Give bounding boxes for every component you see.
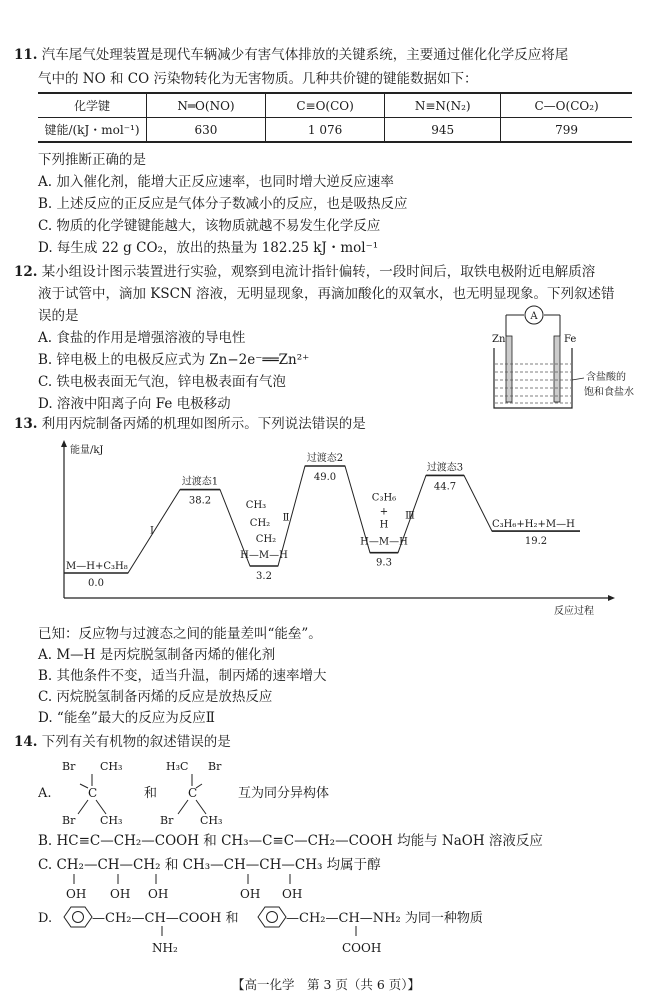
table-cell: 630 [147,118,266,143]
x-axis-label: 反应过程 [554,606,594,617]
q12-option-d: D. 溶液中阳离子向 Fe 电极移动 [38,396,231,412]
q13-option-d: D. “能垒”最大的反应为反应Ⅱ [38,710,215,726]
page-footer: 【高一化学 第 3 页（共 6 页）】 [231,977,421,992]
q14-option-d-sub1: NH₂ [152,941,178,955]
q14-option-d-sub2: COOH [342,941,382,955]
table-header-cell: C≡O(CO) [265,93,384,118]
intermediate-label: H—M—H [360,536,408,548]
q11-stem-line2: 气中的 NO 和 CO 污染物转化为无害物质。几种共价键的键能数据如下： [38,71,478,87]
value-label: 44.7 [433,481,457,493]
structure-1 [62,760,122,827]
value-label: 38.2 [188,495,212,507]
start-label: M—H+C₃H₈ [66,561,128,572]
intermediate-label: H—M—H [240,550,288,562]
q11-stem-line1: 11. 汽车尾气处理装置是现代车辆减少有害气体排放的关键系统，主要通过催化化学反应将尾 [14,47,569,63]
q14-option-d-part1: —CH₂—CH—COOH 和 [92,911,239,926]
zn-label: Zn [492,334,506,345]
x-axis-arrow [608,595,615,601]
q13-option-c: C. 丙烷脱氢制备丙烯的反应是放热反应 [38,689,273,705]
q13-number: 13. [14,416,38,432]
value-label: 9.3 [376,557,392,569]
q11-option-d: D. 每生成 22 g CO₂，放出的热量为 182.25 kJ・mol⁻¹ [38,240,379,256]
q12-stem-line3: 误的是 [38,308,79,324]
iron-electrode [554,336,560,402]
svg-text:H₃C: H₃C [166,760,189,773]
svg-text:C: C [188,786,198,800]
svg-text:OH: OH [240,887,261,901]
benzene-ring-icon [64,907,92,927]
value-label: 49.0 [313,472,337,483]
q14-option-d-part2: —CH₂—CH—NH₂ 为同一种物质 [286,911,483,926]
fragment-label: CH₃ [245,500,267,512]
step-label: Ⅲ [405,510,415,522]
q14-option-a-tail: 互为同分异构体 [238,786,330,801]
svg-text:CH₃: CH₃ [100,760,123,773]
svg-text:CH₃: CH₃ [100,814,123,827]
q12-option-c: C. 铁电极表面无气泡，锌电极表面有气泡 [38,374,286,390]
end-label: C₃H₆+H₂+M—H [492,519,575,531]
q14-option-a-and: 和 [144,786,158,801]
galvanic-cell-diagram [488,300,648,415]
transition-state-label: 过渡态2 [306,453,344,464]
fragment-label: C₃H₆ [371,492,397,504]
q13-stem: 13. 利用丙烷制备丙烯的机理如图所示。下列说法错误的是 [14,416,366,432]
value-label: 3.2 [256,571,272,583]
table-header-cell: 化学键 [38,93,147,118]
q11-option-c: C. 物质的化学键键能越大，该物质就越不易发生化学反应 [38,218,381,234]
ammeter-label: A [530,311,538,322]
svg-text:OH: OH [148,887,169,901]
q11-option-a: A. 加入催化剂，能增大正反应速率，也同时增大逆反应速率 [38,174,394,190]
fragment-label: CH₂ [255,534,277,546]
transition-state-label: 过渡态1 [181,476,219,488]
q11-option-b: B. 上述反应的正反应是气体分子数减小的反应，也是吸热反应 [38,196,408,212]
q13-option-a: A. M—H 是丙烷脱氢制备丙烯的催化剂 [38,647,276,663]
table-cell: 945 [385,118,501,143]
structure-2 [160,760,222,827]
q14-option-a-structures [38,756,398,830]
table-row [38,118,632,143]
q14-option-c-substituents [38,872,358,902]
table-header-row [38,93,632,118]
q13-note: 已知：反应物与过渡态之间的能量差叫“能垒”。 [38,626,322,642]
svg-text:OH: OH [110,887,131,901]
solution-label-2: 饱和食盐水 [584,387,634,398]
table-row-label: 键能/(kJ・mol⁻¹) [38,118,147,143]
benzene-ring-icon [258,907,286,927]
svg-text:CH₃: CH₃ [200,814,223,827]
q12-number: 12. [14,264,38,280]
table-header-cell: N≡N(N₂) [385,93,501,118]
svg-text:Br: Br [208,760,222,773]
q14-number: 14. [14,734,38,750]
q14-option-d [38,904,538,964]
q14-option-a-label: A. [38,786,52,801]
q11-prompt: 下列推断正确的是 [38,152,146,168]
fragment-label: + [379,506,389,518]
zinc-electrode [506,336,512,402]
q14-option-c: C. CH₂—CH—CH₂ 和 CH₃—CH—CH—CH₃ 均属于醇 [38,857,381,873]
fragment-label: CH₂ [249,518,271,530]
q13-option-b: B. 其他条件不变，适当升温，制丙烯的速率增大 [38,668,327,684]
table-header-cell: N═O(NO) [147,93,266,118]
y-axis-label: 能量/kJ [70,445,104,456]
q12-stem-line1: 12. 某小组设计图示装置进行实验，观察到电流计指针偏转，一段时间后，取铁电极附近电解质溶 [14,264,596,280]
svg-text:Br: Br [62,760,76,773]
q12-stem-line2: 液于试管中，滴加 KSCN 溶液，无明显现象，再滴加酸化的双氧水，也无明显现象。下列叙述错 [38,286,615,302]
q14-option-d-label: D. [38,911,53,926]
solution-label-1: 含盐酸的 [586,372,626,383]
value-label: 19.2 [524,536,548,548]
q11-number: 11. [14,47,38,63]
bond-energy-table [38,92,632,143]
table-cell: 799 [501,118,632,143]
svg-text:Br: Br [62,814,76,827]
q14-option-b: B. HC≡C—CH₂—COOH 和 CH₃—C≡C—CH₂—COOH 均能与 NaOH 溶液反应 [38,833,543,849]
q12-option-a: A. 食盐的作用是增强溶液的导电性 [38,330,246,346]
value-label: 0.0 [88,578,104,589]
fragment-label: H [379,519,389,531]
q12-option-b: B. 锌电极上的电极反应式为 Zn−2e⁻══Zn²⁺ [38,352,310,368]
svg-text:C: C [88,786,98,800]
fe-label: Fe [564,334,577,345]
q14-stem: 14. 下列有关有机物的叙述错误的是 [14,734,231,750]
svg-text:Br: Br [160,814,174,827]
chart-marks [64,451,580,589]
svg-text:OH: OH [282,887,303,901]
step-label: Ⅰ [150,525,154,537]
energy-profile-chart [40,438,632,620]
table-cell: 1 076 [265,118,384,143]
y-axis-arrow [61,440,67,447]
table-header-cell: C—O(CO₂) [501,93,632,118]
step-label: Ⅱ [282,512,290,524]
transition-state-label: 过渡态3 [426,462,464,474]
svg-text:OH: OH [66,887,87,901]
